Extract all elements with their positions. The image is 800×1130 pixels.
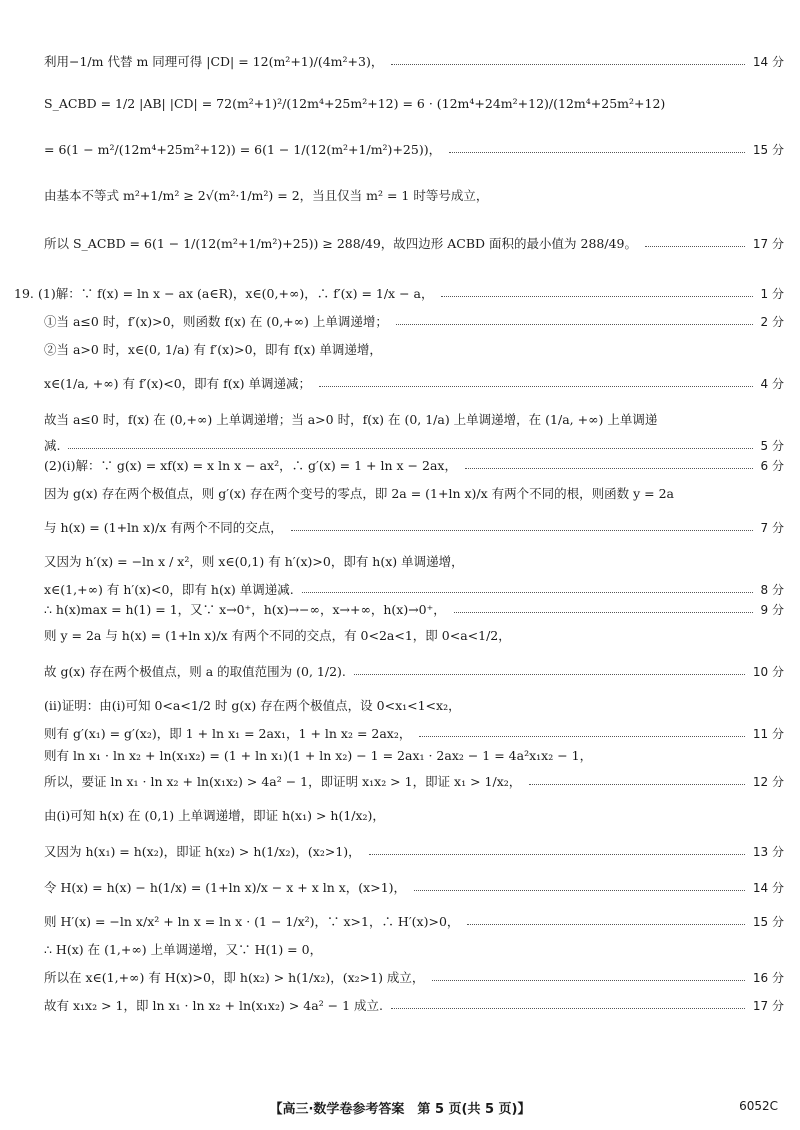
answer-text: 减. [44, 438, 61, 453]
dot-leader [432, 980, 744, 981]
answer-text: (2)(i)解：∵ g(x) = xf(x) = x ln x − ax²，∴ g′(x) = 1 + ln x − 2ax， [44, 458, 457, 473]
answer-text: 所以 S_ACBD = 6(1 − 1/(12(m²+1/m²)+25)) ≥ 288/49，故四边形 ACBD 面积的最小值为 288/49。 [44, 236, 637, 251]
answer-line [14, 284, 784, 302]
dot-leader [302, 592, 753, 593]
answer-line [44, 52, 784, 70]
answer-line [44, 996, 784, 1014]
answer-text: ①当 a≤0 时，f′(x)>0，则函数 f(x) 在 (0,+∞) 上单调递增； [44, 314, 388, 329]
score-mark: 15 分 [752, 142, 784, 157]
answer-line [44, 724, 784, 742]
dot-leader [391, 64, 745, 65]
answer-text: (ii)证明：由(i)可知 0<a<1/2 时 g(x) 存在两个极值点，设 0<x₁<1<x₂， [44, 698, 461, 713]
answer-line [44, 662, 784, 680]
answer-line [44, 410, 784, 428]
answer-text: 又因为 h(x₁) = h(x₂)，即证 h(x₂) > h(1/x₂)，(x₂>1)， [44, 844, 361, 859]
answer-text: S_ACBD = 1/2 |AB| |CD| = 72(m²+1)²/(12m⁴+25m²+12) = 6 · (12m⁴+24m²+12)/(12m⁴+25m²+12) [44, 96, 666, 111]
answer-line [44, 234, 784, 252]
answer-line [44, 968, 784, 986]
dot-leader [529, 784, 745, 785]
answer-text: = 6(1 − m²/(12m⁴+25m²+12)) = 6(1 − 1/(12(m²+1/m²)+25))， [44, 142, 442, 157]
answer-text: ∴ h(x)max = h(1) = 1，又∵ x→0⁺，h(x)→−∞，x→+∞，h(x)→0⁺， [44, 602, 446, 617]
dot-leader [414, 890, 745, 891]
page-footer: 【高三·数学卷参考答案 第 5 页(共 5 页)】 [269, 1102, 531, 1117]
answer-line [44, 940, 784, 958]
dot-leader [419, 736, 745, 737]
answer-line [44, 772, 784, 790]
answer-text: ②当 a>0 时，x∈(0, 1/a) 有 f′(x)>0，即有 f(x) 单调递增， [44, 342, 382, 357]
dot-leader [354, 674, 745, 675]
score-mark: 6 分 [760, 458, 784, 473]
answer-line [44, 580, 784, 598]
answer-text: 所以在 x∈(1,+∞) 有 H(x)>0，即 h(x₂) > h(1/x₂)，(x₂>1) 成立， [44, 970, 425, 985]
dot-leader [319, 386, 753, 387]
answer-line [44, 806, 784, 824]
answer-text: 则 H′(x) = −ln x/x² + ln x = ln x · (1 − 1/x²)，∵ x>1，∴ H′(x)>0， [44, 914, 460, 929]
score-mark: 13 分 [752, 844, 784, 859]
score-mark: 10 分 [752, 664, 784, 679]
score-mark: 17 分 [752, 998, 784, 1013]
answer-text: 故 g(x) 存在两个极值点，则 a 的取值范围为 (0, 1/2). [44, 664, 346, 679]
answer-line [44, 912, 784, 930]
score-mark: 5 分 [760, 438, 784, 453]
dot-leader [291, 530, 753, 531]
score-mark: 12 分 [752, 774, 784, 789]
score-mark: 9 分 [760, 602, 784, 617]
answer-line [44, 878, 784, 896]
answer-text: 令 H(x) = h(x) − h(1/x) = (1+ln x)/x − x + x ln x，(x>1)， [44, 880, 407, 895]
dot-leader [396, 324, 753, 325]
dot-leader [454, 612, 753, 613]
dot-leader [645, 246, 745, 247]
score-mark: 2 分 [760, 314, 784, 329]
answer-line [44, 746, 784, 764]
dot-leader [391, 1008, 745, 1009]
dot-leader [449, 152, 745, 153]
answer-line [44, 312, 784, 330]
score-mark: 8 分 [760, 582, 784, 597]
answer-line [44, 696, 784, 714]
answer-text: x∈(1,+∞) 有 h′(x)<0，即有 h(x) 单调递减. [44, 582, 294, 597]
score-mark: 14 分 [752, 880, 784, 895]
answer-line [44, 436, 784, 454]
score-mark: 1 分 [760, 286, 784, 301]
answer-text: 则 y = 2a 与 h(x) = (1+ln x)/x 有两个不同的交点，有 0<2a<1，即 0<a<1/2， [44, 628, 511, 643]
answer-line [44, 456, 784, 474]
score-mark: 11 分 [752, 726, 784, 741]
answer-text: 由(i)可知 h(x) 在 (0,1) 上单调递增，即证 h(x₁) > h(1/x₂)， [44, 808, 385, 823]
answer-line [44, 842, 784, 860]
score-mark: 17 分 [752, 236, 784, 251]
dot-leader [467, 924, 745, 925]
paper-code: 6052C [739, 1099, 778, 1113]
score-mark: 7 分 [760, 520, 784, 535]
dot-leader [441, 296, 752, 297]
answer-line [44, 518, 784, 536]
answer-text: (1)解：∵ f(x) = ln x − ax (a∈R)，x∈(0,+∞)，∴ f′(x) = 1/x − a， [38, 286, 434, 301]
answer-line [44, 600, 784, 618]
answer-text: 利用−1/m 代替 m 同理可得 |CD| = 12(m²+1)/(4m²+3)， [44, 54, 384, 69]
answer-text: 所以，要证 ln x₁ · ln x₂ + ln(x₁x₂) > 4a² − 1，即证明 x₁x₂ > 1，即证 x₁ > 1/x₂， [44, 774, 522, 789]
score-mark: 15 分 [752, 914, 784, 929]
answer-text: x∈(1/a, +∞) 有 f′(x)<0，即有 f(x) 单调递减； [44, 376, 312, 391]
answer-line [44, 140, 784, 158]
answer-text: 又因为 h′(x) = −ln x / x²，则 x∈(0,1) 有 h′(x)>0，即有 h(x) 单调递增， [44, 554, 464, 569]
answer-line [44, 552, 784, 570]
dot-leader [68, 448, 752, 449]
answer-text: 则有 g′(x₁) = g′(x₂)，即 1 + ln x₁ = 2ax₁，1 + ln x₂ = 2ax₂， [44, 726, 412, 741]
answer-line [44, 484, 784, 502]
answer-line [44, 340, 784, 358]
score-mark: 4 分 [760, 376, 784, 391]
answer-line [44, 626, 784, 644]
answer-text: 与 h(x) = (1+ln x)/x 有两个不同的交点， [44, 520, 283, 535]
answer-text: 则有 ln x₁ · ln x₂ + ln(x₁x₂) = (1 + ln x₁)(1 + ln x₂) − 1 = 2ax₁ · 2ax₂ − 1 = 4a²x₁x₂ − 1， [44, 748, 593, 763]
dot-leader [369, 854, 745, 855]
score-mark: 16 分 [752, 970, 784, 985]
answer-text: 因为 g(x) 存在两个极值点，则 g′(x) 存在两个变号的零点，即 2a = (1+ln x)/x 有两个不同的根，则函数 y = 2a [44, 486, 674, 501]
answer-text: ∴ H(x) 在 (1,+∞) 上单调递增，又∵ H(1) = 0， [44, 942, 323, 957]
answer-line [44, 374, 784, 392]
answer-text: 故当 a≤0 时，f(x) 在 (0,+∞) 上单调递增；当 a>0 时，f(x) 在 (0, 1/a) 上单调递增，在 (1/a, +∞) 上单调递 [44, 412, 658, 427]
score-mark: 14 分 [752, 54, 784, 69]
dot-leader [465, 468, 753, 469]
answer-line [44, 186, 784, 204]
question-number: 19. [14, 285, 34, 301]
answer-text: 由基本不等式 m²+1/m² ≥ 2√(m²·1/m²) = 2，当且仅当 m² = 1 时等号成立， [44, 188, 489, 203]
answer-text: 故有 x₁x₂ > 1，即 ln x₁ · ln x₂ + ln(x₁x₂) > 4a² − 1 成立. [44, 998, 384, 1013]
answer-line [44, 96, 784, 111]
